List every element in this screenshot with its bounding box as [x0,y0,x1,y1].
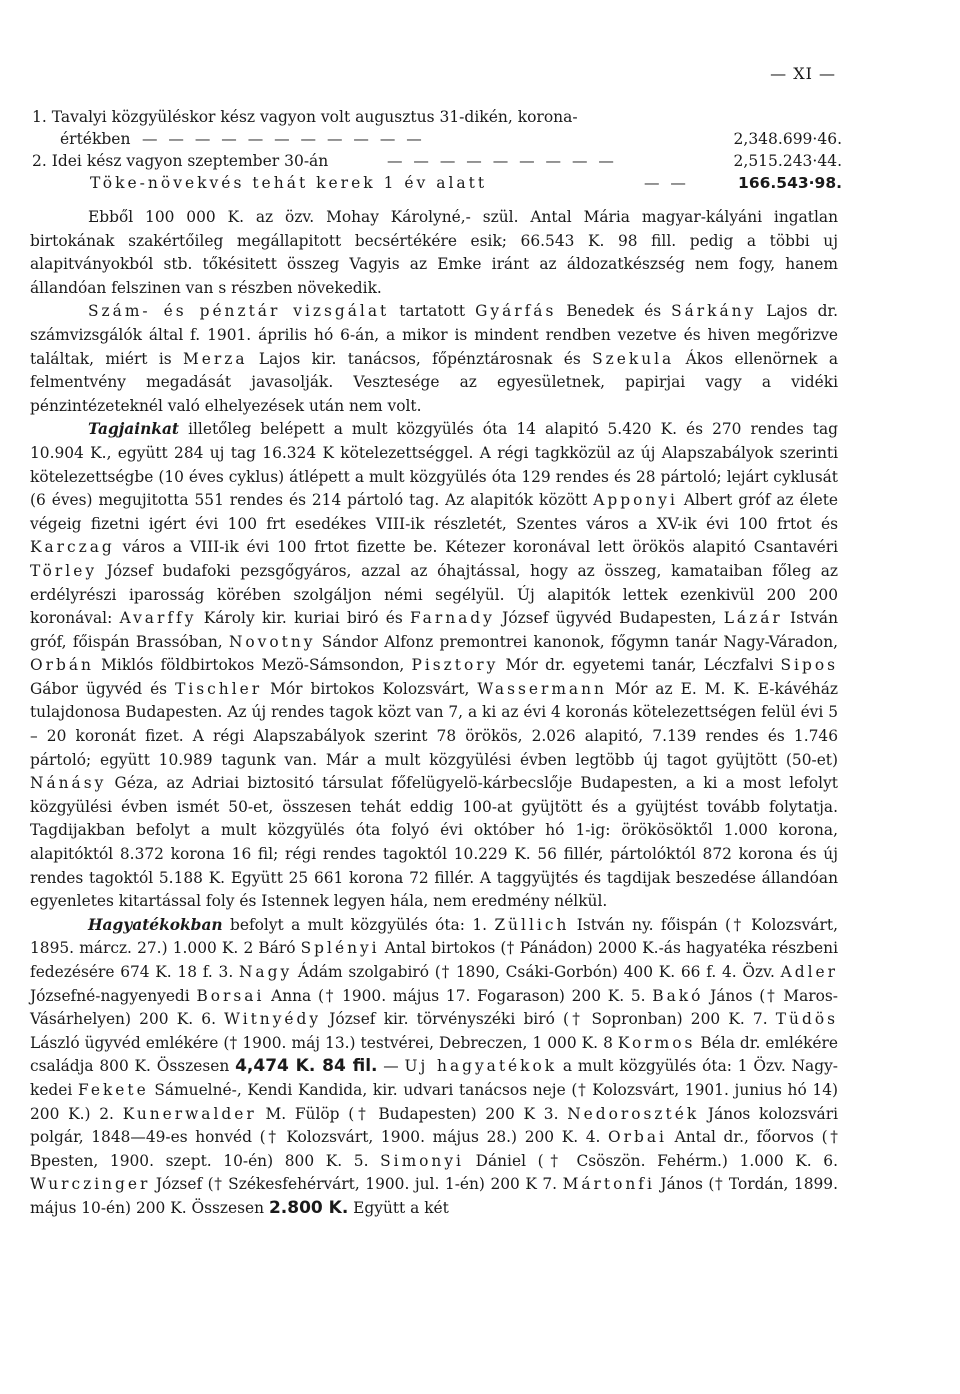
text-span: János († Tordán, 1899. május 10-én) 200 K. Összesen [30,1175,838,1217]
spaced-name: Adler [780,963,838,981]
text-span: Ákos ellenörnek a felmentvény megadását javasolják. Vesztesége az egyesületnek, papirjai vagy a vidéki pénzintézeteknél való elhelyezések után nem volt. [30,349,839,415]
text-span: — [377,1057,405,1076]
spaced-name: Avarffy [119,609,197,628]
spaced-term: Szám- és pénztár vizsgálat [88,302,390,321]
asset-ledger [32,106,842,194]
leader-dashes: — — — — — — — — — — — [142,130,425,148]
text-span: Dániel († Csöszön. Fehérm.) 1.000 K. 6. [463,1151,838,1170]
text-span: Anna († 1900. május 17. Fogarason) 200 K. 5. [264,986,653,1005]
section-heading: Hagyatékokban [88,915,223,934]
spaced-name: Farnady [410,609,495,628]
text-span: József ügyvéd Budapesten, [494,609,724,628]
leader-dashes: — — — — — — — — — [387,152,617,170]
text-span: József budafoki pezsgőgyáros, azzal az óhajtással, hogy az összeg, kamataiban főleg az erdélyrészi iparosság körében szolgáljon némi segélyül. Új alapitók lettek ezenkivül 200 200 koronával: [30,561,838,628]
text-span: Lajos dr. számvizsgálók által f. 1901. április hó 6-án, a mikor is mindent rendben vezetve és hiven megőrizve találtak, miért is [30,302,838,368]
text-span: István ny. főispán († Kolozsvárt, 1895. márcz. 27.) 1.000 K. 2 Báró [30,915,838,958]
section-heading: Tagjainkat [88,420,180,439]
text-span: József († Székesfehérvárt, 1900. jul. 1-én) 200 K 7. [150,1175,563,1194]
spaced-name: Lázár [723,609,783,628]
paragraph-bequests [30,914,838,1221]
page-number: — XI — [770,64,836,83]
spaced-term: Uj hagyatékok [404,1057,558,1076]
spaced-name: Kunerwalder [122,1104,257,1123]
text-span: Sámuelné-, Kendi Kandida, kir. udvari tanácsos neje († Kolozsvárt, 1901. junius hó 14) 200 K.) 2. [30,1080,838,1123]
text-span: Antal birtokos († Pánádon) 2000 K.-ás hagyatéka részbeni fedezésére 674 K. 18 f. 3. [30,939,838,981]
spaced-name: Züllich [494,915,570,934]
ledger-row-2 [32,150,842,172]
spaced-name: Nedoroszték [567,1104,700,1123]
text-span: József kir. törvényszéki biró († Sopronban) 200 K. 7. [321,1010,776,1029]
ledger-total-value: 166.543·98. [738,174,842,192]
spaced-name: Fekete [78,1080,149,1099]
text-span: Ádám szolgabiró († 1890, Csáki-Gorbón) 400 K. 66 f. 4. Özv. [292,963,781,981]
spaced-name: Orbai [608,1128,667,1147]
spaced-name: Nánásy [30,774,107,793]
text-span: István gróf, főispán Brassóban, [30,609,838,651]
spaced-name: Borsai [196,986,265,1005]
text-span: befolyt a mult közgyülés óta: 1. [222,915,495,934]
text-span: Géza, az Adriai biztositó társulat főfelügyelö-kárbecslője Budapesten, a ki a most lefolyt közgyülési évben ismét 50-et, összesen tehát eddig 100-at gyüjtött és a gyüjtést tovább folytatja. Tagdijakban befolyt a mult közgyülés óta folyó évi október hó 1-ig: örökösöktől 1.000 korona, alapitóktól 8.372 korona 16 fil; régi rendes tagoktól 10.229 K. 56 fillér, pártolóktól 872 korona és új rendes tagoktól 5.188 K. Együtt 25 661 korona 72 fillér. A taggyüjtés és tagdijak beszedése állandóan egyenletes kitartással foly és Istennek legyen hála, nem eredmény nélkül. [30,774,838,911]
spaced-name: Szekula [592,349,675,368]
spaced-name: Karczag [30,538,115,557]
spaced-name: Mártonfi [562,1175,655,1194]
spaced-name: Merza [183,349,248,368]
ledger-row-1 [32,106,842,128]
text-span: Lajos kir. tanácsos, főpénztárosnak és [247,349,593,368]
spaced-name: Pisztory [411,656,499,675]
text-span: Antal dr., főorvos († Bpesten, 1900. szept. 10-én) 800 K. 5. [30,1128,839,1170]
text-span: Mór dr. egyetemi tanár, Léczfalvi [498,656,781,675]
text-span: Mór az E. M. K. E-kávéház tulajdonosa Budapesten. Az új rendes tagok közt van 7, a ki az évi 4 koronás kötelezettségen felül évi 5 – 20 koronát fizet. A régi Alapszabályok szerint 78 örökös, 2.026 alapitó, 7.139 rendes és 1.746 pártoló; együtt 10.989 tagunk van. Már a mult közgyülési évben legtöbb új tagot gyüjtött (50-et) [30,679,838,769]
spaced-name: Novotny [228,632,316,651]
text-span: a mult közgyülés óta: 1 Özv. Nagy-kedei [30,1057,838,1099]
ledger-row-1-continuation: értékben [60,130,131,148]
spaced-name: Simonyi [380,1151,464,1170]
spaced-name: Splényi [300,939,380,958]
ledger-row-2-label: 2. Idei kész vagyon szeptember 30-án [32,152,329,170]
spaced-name: Nagy [238,963,293,981]
text-span: M. Fülöp († Budapesten) 200 K 3. [256,1104,568,1123]
text-span: János kolozsvári polgár, 1848—49-es honvéd († Kolozsvárt, 1900. május 28.) 200 K. 4. [30,1104,838,1147]
bold-total: 4,474 K. 84 fil. [235,1056,378,1077]
text-span: László ügyvéd emlékére († 1900. máj 13.) testvérei, Debreczen, 1 000 K. 8 [30,1033,618,1052]
text-span: Mór birtokos Kolozsvárt, [262,679,478,698]
ledger-total-label: Töke-növekvés tehát kerek 1 év alatt [90,174,488,192]
spaced-name: Kormos [617,1033,696,1052]
text-span: Gábor ügyvéd és [30,679,176,698]
text-span: Miklós földbirtokos Mezö-Sámsondon, [93,656,412,675]
report-body [30,206,838,1221]
spaced-name: Sárkány [671,302,757,321]
text-span: Benedek és [556,302,672,321]
spaced-name: Tüdös [775,1010,838,1029]
text-span: illetőleg belépett a mult közgyülés óta 14 alapitó 5.420 K. és 270 rendes tag 10.904 K., együtt 284 uj tag 16.324 K kötelezettséggel. A régi tagkközül az új Alapszabályok szerinti kötelezettségbe (10 éves cyklus) átlépett a mult közgyülés óta 129 rendes és 28 pártoló; lejárt cyklusát (6 éves) megujitotta 551 rendes és 214 pártoló tag. Az alapitók között [30,420,838,510]
paragraph-capital [30,206,838,300]
text-span: város a VIII-ik évi 100 frtot fizette be. Kétezer koronával lett örökös alapitó Csantavéri [114,538,838,557]
ledger-row-2-value: 2,515.243·44. [733,152,842,170]
spaced-name: Wassermann [477,679,607,698]
text-span: Albert gróf az élete végeig fizetni igért évi 100 frt esedékes VIII-ik részletét, Szentes város a XV-ik évi 100 frtot és [30,491,838,533]
spaced-name: Törley [30,561,98,580]
spaced-name: Witnyédy [224,1010,322,1029]
spaced-name: Apponyi [593,491,678,510]
ledger-row-1-value: 2,348.699·46. [733,130,842,148]
spaced-name: Tischler [175,679,263,698]
text-span: Ebből 100 000 K. az özv. Mohay Károlyné,- szül. Antal Mária magyar-kályáni ingatlan birtokának szakértőileg megállapitott becsértékére esik; 66.543 K. 98 fill. pedig a többi uj alapitványokból stb. tőkésitett összeg Vagyis az Emke iránt az áldozatkészség nem fogy, hanem állandóan felszinen van s részben növekedik. [30,208,838,297]
spaced-name: Sipos [780,656,838,675]
text-span: Károly kir. kuriai biró és [196,609,411,628]
ledger-row-1-label: 1. Tavalyi közgyüléskor kész vagyon volt augusztus 31-dikén, korona- [32,108,578,126]
text-span: Béla dr. emlékére családja 800 K. Összesen [30,1033,838,1076]
text-span: tartatott [389,302,476,321]
paragraph-members [30,418,838,913]
text-span: János († Maros-Vásárhelyen) 200 K. 6. [30,986,838,1029]
text-span: Sándor Alfonz premontrei kanonok, főgymn tanár Nagy-Váradon, [315,632,838,651]
spaced-name: Orbán [30,656,94,675]
ledger-total [32,172,842,194]
paragraph-audit [30,300,838,418]
text-span: Együtt a két [348,1198,449,1217]
bold-total: 2.800 K. [268,1197,349,1218]
spaced-name: Wurczinger [30,1175,151,1194]
ledger-row-1-cont [32,128,842,150]
leader-dashes: — — [644,174,689,192]
spaced-name: Bakó [652,986,704,1005]
spaced-name: Gyárfás [475,302,557,321]
text-span: Józsefné-nagyenyedi [30,986,197,1005]
